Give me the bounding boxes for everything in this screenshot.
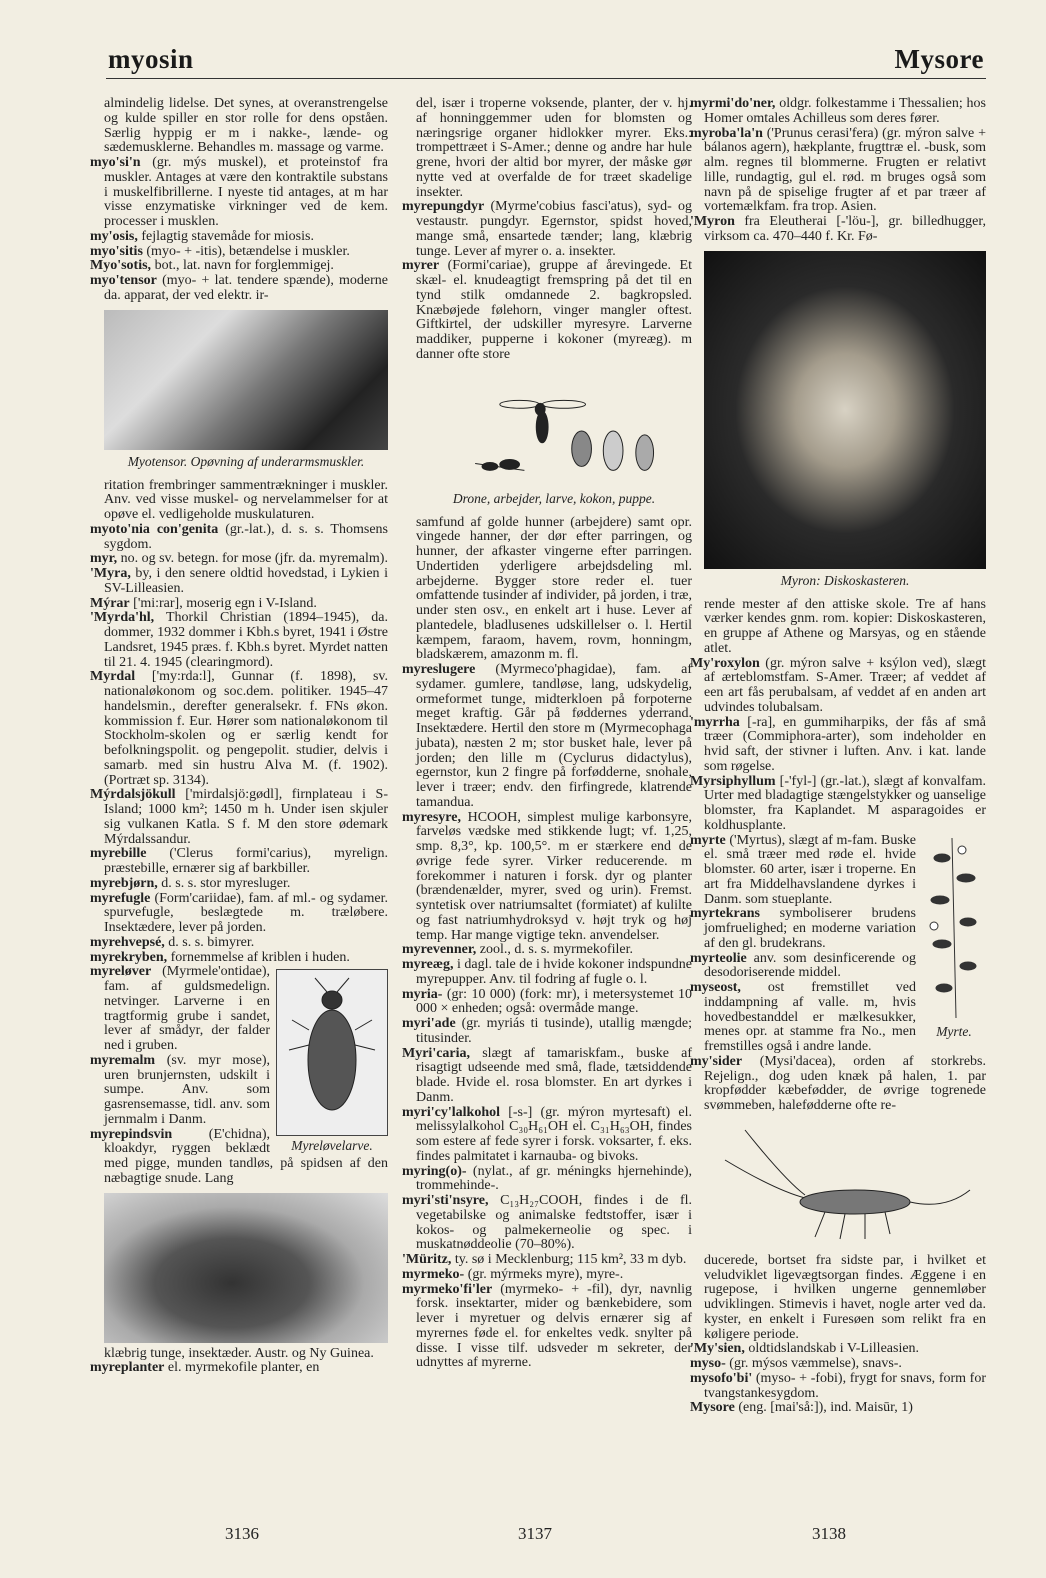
entry-text: d. s. s. stor myresluger. xyxy=(157,875,291,891)
entry-continuation xyxy=(90,97,388,156)
entry-text: ducerede, bortset fra sidste par, i hvilket et veludviklet ligevægtsorgan findes. Æggene i en rugepose, i hvilken ungerne gennemløber udviklingen. Stimevis i havet, nogle arter ved da. kyster, en enkelt i Furesøen som relikt fra en køligere periode. xyxy=(704,1252,986,1342)
entry-text: fornemmelse af kriblen i huden. xyxy=(167,949,350,965)
entry-text: (Mysi'dacea), orden af storkrebs. Rejelign., dog uden knæk på halen, 1. par kropfødder kæbefødder, de øvrige togrenede svømmeben, halefødderne ofte re- xyxy=(704,1053,986,1113)
entry-headword: myreslugere xyxy=(402,662,476,677)
dictionary-entry xyxy=(402,1283,692,1372)
dictionary-entry xyxy=(690,127,986,216)
entry-headword: myremalm xyxy=(90,1052,156,1068)
dictionary-entry xyxy=(90,892,388,936)
running-head-right: Mysore xyxy=(894,44,984,74)
entry-headword: myreløver xyxy=(90,964,152,980)
dictionary-entry xyxy=(90,670,388,788)
entry-continuation xyxy=(90,1347,388,1362)
entry-text: (gr. myriás ti tusinde), utallig mængde; titusinder. xyxy=(416,1016,692,1046)
dictionary-entry xyxy=(402,1047,692,1106)
column-3137 xyxy=(402,97,692,1371)
dictionary-entry xyxy=(90,847,388,877)
entry-text: anv. som desinficerende og desodoriserende middel. xyxy=(704,950,916,981)
entry-text: (myo- + -itis), betændelse i muskler. xyxy=(142,243,350,259)
entry-headword: myrtekrans xyxy=(690,906,760,922)
entry-text: (gr. mýs muskel), et proteinstof fra muskler. Antages at være den kontraktile substans i muskelfibrillerne. I nyeste tid antages, at m har visse enzymatiske virkninger ved de kem. processer i musklen. xyxy=(104,155,388,229)
figure-caption: Myreløvelarve. xyxy=(291,1138,373,1153)
entry-text: oldtidslandskab i V-Lilleasien. xyxy=(744,1341,920,1357)
dictionary-entry xyxy=(402,663,692,811)
entry-headword: Mýrdalsjökull xyxy=(90,787,176,803)
dictionary-entry xyxy=(402,200,692,259)
dictionary-entry xyxy=(690,97,986,127)
entry-headword: myo'tensor xyxy=(90,273,157,288)
entry-headword: myo'si'n xyxy=(90,155,141,170)
entry-headword: Myo'sotis, xyxy=(90,258,152,274)
entry-text: C₁₃H₂₇COOH, findes i de fl. vegetabilske og animalske fedtstoffer, især i kokos- og palmekerneolie og spec. i muskatnøddeolie (70–80%). xyxy=(416,1193,692,1253)
dictionary-entry xyxy=(90,259,388,274)
dictionary-entry xyxy=(402,988,692,1018)
entry-text: ['my:rda:l], Gunnar (f. 1898), sv. nationaløkonom og soc.dem. politiker. 1945–47 handelsmin., derefter generalsekr. f. FNs økon. kommission f. Eur. Hører som nationaløkonom til Stockholm-skolen og er særlig kendt for befolkningspolit. og pengepolit. studier, delvis i samarb. med sin hustru Alva M. (f. 1902). (Portræt sp. 3134). xyxy=(104,669,388,788)
entry-text: Thorkil Christian (1894–1945), da. dommer, 1932 dommer i Kbh.s byret, 1941 i Østre Landsret, 1945 præs. f. Kbh.s byret. Myrdet natten til 21. 4. 1945 (clearingmord). xyxy=(104,610,388,670)
dictionary-entry xyxy=(690,775,986,834)
entry-text: (E'chidna), kloakdyr, ryggen beklædt med pigge, munden tandløs, på spidsen af den næbagtige snude. Lang xyxy=(104,1126,388,1186)
dictionary-entry xyxy=(690,1357,986,1372)
myotensor-image xyxy=(104,310,388,450)
dictionary-entry xyxy=(402,1017,692,1047)
entry-text: (sv. myr mose), uren brunjernsten, udskilt i sumpe. Anv. som gasrensemasse, tidl. anv. som jernmalm i Danm. xyxy=(104,1052,270,1127)
entry-headword: myrehvepsé, xyxy=(90,934,165,950)
entry-headword: myrefugle xyxy=(90,890,151,906)
dictionary-entry xyxy=(90,523,388,553)
dictionary-entry xyxy=(402,943,692,958)
entry-text: ['mirdalsjö:gødl], firnplateau i S-Island; 1000 km²; 1450 m h. Under isen skjuler sig vulkanen Katla. S f. M den store ødemark Mýrdalssandur. xyxy=(104,787,388,847)
entry-text: (Myrme'cobius fasci'atus), syd- og vestaustr. pungdyr. Egernstor, spidst hoved, mange små, ensartede tænder; lang, klæbrig tunge. Lever af myrer o. a. insekter. xyxy=(416,199,692,259)
entry-headword: myrevenner, xyxy=(402,942,477,958)
entry-headword: my'osis, xyxy=(90,228,138,244)
header-rule xyxy=(106,78,986,79)
entry-text: (Formi'cariae), gruppe af årevingede. Et skæl- el. knudeagtigt fremspring på det til en tynd stilk omdannede 2. bagkropsled. Knæbøjede følehorn, vinger mangler oftest. Giftkirtel, der udskiller myresyre. Larverne maddiker, pupperne i kokoner (myreæg). m danner ofte store xyxy=(416,258,692,362)
dictionary-entry xyxy=(402,1253,692,1268)
dictionary-entry xyxy=(90,597,388,612)
entry-headword: myrekryben, xyxy=(90,949,168,965)
entry-text: oldgr. folkestamme i Thessalien; hos Homer omtales Achilleus som deres fører. xyxy=(704,96,986,126)
entry-headword: 'Myron xyxy=(690,214,735,229)
entry-text: ('Myrtus), slægt af m-fam. Buske el. små træer med røde el. hvide blomster. 60 arter, især i troperne. En art fra Middelhavslandene dyrkes i Danm. som stueplante. xyxy=(704,832,916,907)
larva-figure xyxy=(276,969,388,1153)
dictionary-entry xyxy=(402,1268,692,1283)
running-head-left: myosin xyxy=(108,44,194,74)
entry-text: (nylat., af gr. méningks hjernehinde), trommehinde-. xyxy=(416,1163,692,1194)
entry-text: no. og sv. betegn. for mose (jfr. da. myremalm). xyxy=(117,551,388,567)
entry-headword: myring(o)- xyxy=(402,1163,467,1179)
dictionary-entry xyxy=(90,788,388,847)
figure-caption: Myotensor. Opøvning af underarmsmuskler. xyxy=(127,453,365,469)
entry-text: (Myrmele'ontidae), fam. af guldsmedelign. netvinger. Larverne i en tragtformig grube i sandet, lever af smådyr, der falder ned i gruben. xyxy=(104,964,270,1053)
dictionary-entry xyxy=(90,230,388,245)
dictionary-entry xyxy=(690,1372,986,1402)
figure-caption: Drone, arbejder, larve, kokon, puppe. xyxy=(452,490,656,506)
entry-text: del, især i troperne voksende, planter, der v. hj. af honninggemmer uden for blomsten og næringsrige organer hidlokker myrer. Eks.: trompettræet i S-Amer.; denne og andre har hule grene, hvori der altid bor myrer, der måske gør nytte ved at overfalde de for træet skadelige insekter. xyxy=(416,96,692,200)
entry-headword: 'My'sien, xyxy=(690,1341,745,1357)
dictionary-entry xyxy=(402,1106,692,1165)
entry-text: klæbrig tunge, insektæder. Austr. og Ny Guinea. xyxy=(104,1345,374,1361)
entry-headword: myso- xyxy=(690,1356,726,1371)
statue-image xyxy=(704,251,986,569)
dictionary-entry xyxy=(690,716,986,775)
entry-headword: myrebille xyxy=(90,846,147,862)
dictionary-entry xyxy=(690,1401,986,1416)
column-3138 xyxy=(690,97,986,1416)
entry-text: [-ra], en gummiharpiks, der fås af små træer (Commiphora-arter), som indeholder en hvid saft, der stivner i luften. Anv. i kat. lande som røgelse. xyxy=(704,714,986,774)
dictionary-entry xyxy=(402,259,692,362)
echidna-image xyxy=(104,1193,388,1343)
dictionary-entry xyxy=(402,1165,692,1195)
entry-headword: myrebjørn, xyxy=(90,875,158,891)
entry-headword: Myrsiphyllum xyxy=(690,773,776,789)
entry-text: (eng. [mai'så:]), ind. Maisūr, 1) xyxy=(734,1400,913,1416)
entry-headword: Myrdal xyxy=(90,669,136,685)
dictionary-entry xyxy=(402,811,692,944)
entry-continuation xyxy=(690,1254,986,1343)
entry-headword: myri'ade xyxy=(402,1016,456,1031)
dictionary-entry xyxy=(690,657,986,716)
entry-headword: myseost, xyxy=(690,980,741,995)
entry-text: by, i den senere oldtid hovedstad, i Lykien i SV-Lilleasien. xyxy=(104,566,388,596)
figure-caption: Myron: Diskoskasteren. xyxy=(780,572,910,588)
entry-text: HCOOH, simplest mulige karbonsyre, farveløs vædske med stikkende lugt; vf. 1,25, smp. 8,3°, kp. 100,5°. m er stærkere end de øvrige fede syrer. Virker reducerende. m forekommer i naturen i forsk. dyr og planter (brændenælder, myrer, sved og urin). Fremst. syntetisk over natriumsaltet (formiatet) af kulilte og fast natriumhydroksyd v. højt tryk og høj temp. Har mange vigtige tekn. anvendelser. xyxy=(416,809,692,943)
entry-continuation xyxy=(402,516,692,664)
entry-text: (Form'cariidae), fam. af ml.- og sydamer. spurvefugle, beslægtede m. træløbere. Insektædere, lever på jorden. xyxy=(104,890,388,935)
entry-text: (gr. mýron salve + ksýlon ved), slægt af ærteblomstfam. S-Amer. Træer; af veddet af een art fås perubalsam, af veddet af en anden art udvindes tolubalsam. xyxy=(704,655,986,715)
entry-headword: myrmeko'fi'ler xyxy=(402,1281,493,1297)
entry-headword: myreplanter xyxy=(90,1360,165,1376)
dictionary-entry xyxy=(90,245,388,260)
shrimp-image xyxy=(704,1120,986,1250)
entry-text: ritation frembringer sammentrækninger i muskler. Anv. ved visse muskel- og nervelammelser for at opøve el. vedligeholde muskulaturen. xyxy=(104,477,388,522)
page-number: 3136 xyxy=(225,1524,259,1543)
entry-headword: my'sider xyxy=(690,1053,743,1069)
entry-headword: 'Müritz, xyxy=(402,1252,452,1267)
dictionary-entry xyxy=(402,1194,692,1253)
dictionary-entry xyxy=(90,156,388,230)
entry-headword: myrer xyxy=(402,258,440,274)
myrte-figure xyxy=(922,838,986,1040)
entry-text: slægt af tamariskfam., buske af risagtigt udseende med små, flade, tætsiddende blade. Hvide el. rosa blomster. En art dyrkes i Danm. xyxy=(416,1045,692,1105)
dictionary-entry xyxy=(90,951,388,966)
entry-headword: myrepindsvin xyxy=(90,1126,173,1142)
myrte-illustration xyxy=(922,838,986,1023)
entry-text: fra Eleutherai [-'löu-], gr. billedhugger, virksom ca. 470–440 f. Kr. Fø- xyxy=(704,214,986,244)
dictionary-entry xyxy=(90,611,388,670)
entry-headword: 'Myrda'hl, xyxy=(90,610,155,626)
dictionary-entry xyxy=(690,215,986,245)
entry-headword: myreæg, xyxy=(402,957,454,972)
entry-text: [-'fyl-] (gr.-lat.), slægt af konvalfam. Urter med bladagtige stængelstykker og uanselige blomster, fra Kaplandet. M asparagoides er koldhusplante. xyxy=(704,773,986,833)
entry-text: (myrmeko- + -fil), dyr, navnlig forsk. insektarter, mider og bænkebidere, som lever i myretuer og delvis ernærer sig af myrernes føde el. for enkeltes vedk. snylter på disse. I visse tilf. udsveder m sekreter, der udnyttes af myrerne. xyxy=(416,1281,692,1371)
entry-headword: 'myrrha xyxy=(690,714,740,730)
dictionary-entry xyxy=(690,1055,986,1114)
entry-text: ['mi:rar], moserig egn i V-Island. xyxy=(129,595,317,611)
entry-text: i dagl. tale de i hvide kokoner indspundne myrepupper. Anv. til fodring af fugle o. l. xyxy=(416,957,692,987)
entry-text: (gr.-lat.), d. s. s. Thomsens sygdom. xyxy=(104,521,388,552)
entry-headword: myrte xyxy=(690,832,726,848)
entry-text: ty. sø i Mecklenburg; 115 km², 33 m dyb. xyxy=(451,1252,687,1267)
entry-text: (gr. mýrmeks myre), myre-. xyxy=(464,1266,624,1282)
entry-text: samfund af golde hunner (arbejdere) samt opr. vingede hanner, der dør efter parringen, og hunner, der afkaster vingerne efter parringen. Undertiden yderligere arbejdsdeling ml. arbejderne. Bygger store reder el. tuer omfattende tusinder af individer, på jorden, i træ, under sten osv., en enkelt art i huse. Lever af plantedele, bladlusenes udskillelser o. l. Hertil kæmpem, faraom, havem, rovm, honningm, bladskærem, amazonm m. fl. xyxy=(416,514,692,663)
entry-headword: myoto'nia con'genita xyxy=(90,521,219,537)
entry-text: (gr. mýsos væmmelse), snavs-. xyxy=(725,1356,902,1371)
dictionary-entry xyxy=(402,958,692,988)
page-number: 3138 xyxy=(812,1524,846,1543)
entry-text: rende mester af den attiske skole. Tre af hans værker kendes gnm. rom. kopier: Diskoskasteren, en gruppe af Athene og Marsyas, og en stående atlet. xyxy=(704,596,986,656)
entry-headword: myrmeko- xyxy=(402,1266,465,1282)
entry-text: symboliserer brudens jomfruelighed; en moderne variation af den gl. brudekrans. xyxy=(704,906,916,951)
entry-text: almindelig lidelse. Det synes, at overanstrengelse og kulde spiller en stor rolle for dens opståen. Særlig hyppig er m i nakke-, lænde- og sædemusklerne. Behandles m. massage og varme. xyxy=(104,96,388,156)
entry-headword: Myri'caria, xyxy=(402,1045,471,1061)
entry-text: bot., lat. navn for forglemmigej. xyxy=(151,258,334,274)
entry-text: (myso- + -fobi), frygt for snavs, form for tvangstankesygdom. xyxy=(704,1370,986,1401)
entry-headword: Mýrar xyxy=(90,595,130,611)
entry-headword: Mysore xyxy=(690,1400,735,1416)
entry-headword: myria- xyxy=(402,986,443,1002)
entry-text: (myo- + lat. tendere spænde), moderne da. apparat, der ved elektr. ir- xyxy=(104,273,388,303)
entry-headword: myrteolie xyxy=(690,950,747,966)
entry-headword: 'Myra, xyxy=(90,566,131,581)
entry-text: ('Clerus formi'carius), myrelign. præstebille, ernærer sig af barkbiller. xyxy=(104,846,388,876)
entry-headword: myresyre, xyxy=(402,809,461,825)
dictionary-entry xyxy=(90,567,388,597)
dictionary-entry xyxy=(90,877,388,892)
entry-text: ('Prunus cerasi'fera) (gr. mýron salve + bálanos agern), hækplante, frugttræ el. -busk, som alm. regnes til blommerne. Frugten er relativt lille, rundagtig, gul el. rød. m bruges også som navn på de spiselige frugter af et par træer af vortemælkfam. fra trop. Asien. xyxy=(704,125,986,215)
ants-image xyxy=(416,369,692,487)
entry-text: ost fremstillet ved inddampning af valle. m, hvis hovedbestanddel er mælkesukker, menes opr. at stamme fra No., men fremstilles også i andre lande. xyxy=(704,980,916,1054)
entry-continuation xyxy=(90,479,388,523)
entry-text: zool., d. s. s. myrmekofiler. xyxy=(476,942,633,958)
entry-text: [-s-] (gr. mýron myrtesaft) el. melissylalkohol C₃₀H₆₁OH el. C₃₁H₆₃OH, findes som estere af fede syrer i forsk. voksarter, f. eks. findes palmitatet i karnauba- og bivoks. xyxy=(416,1104,692,1164)
dictionary-entry xyxy=(90,1361,388,1376)
entry-headword: myrepungdyr xyxy=(402,199,485,215)
entry-headword: My'roxylon xyxy=(690,655,760,671)
figure-caption: Myrte. xyxy=(936,1024,972,1040)
entry-text: fejlagtig stavemåde for miosis. xyxy=(137,228,314,244)
dictionary-entry xyxy=(90,936,388,951)
entry-headword: myo'sitis xyxy=(90,243,143,259)
dictionary-entry xyxy=(690,1342,986,1357)
dictionary-entry xyxy=(90,552,388,567)
entry-headword: myri'sti'nsyre, xyxy=(402,1193,489,1208)
dictionary-entry xyxy=(90,274,388,304)
column-3136 xyxy=(90,97,388,1376)
entry-text: el. myrmekofile planter, en xyxy=(164,1360,320,1376)
entry-continuation xyxy=(402,97,692,200)
entry-headword: myr, xyxy=(90,551,118,567)
entry-headword: myri'cy'lalkohol xyxy=(402,1104,500,1120)
larva-illustration xyxy=(276,969,388,1136)
entry-headword: myroba'la'n xyxy=(690,125,763,141)
entry-continuation xyxy=(690,598,986,657)
entry-text: (gr: 10 000) (fork: mr), i metersystemet 10 000 × enheden; også: overmåde mange. xyxy=(416,986,692,1017)
entry-text: d. s. s. bimyrer. xyxy=(164,934,255,950)
entry-text: (Myrmeco'phagidae), fam. af sydamer. gumlere, tandløse, lang, udskydelig, ormeformet tunge, midterkloen på forpoterne meget kraftig. Går på føddernes yderrand. Insektædere. Hertil den store m (Myrmecophaga jubata), næsten 2 m; stor busket hale, lever på jorden; den lille m (Cyclurus didactylus), egernstor, kun 2 fingre på forfødderne, snohale, lever i træer; endv. den firfingrede, klatrende tamandua. xyxy=(416,662,692,810)
page-number: 3137 xyxy=(518,1524,552,1543)
entry-headword: mysofo'bi' xyxy=(690,1370,753,1386)
entry-headword: myrmi'do'ner, xyxy=(690,96,776,111)
